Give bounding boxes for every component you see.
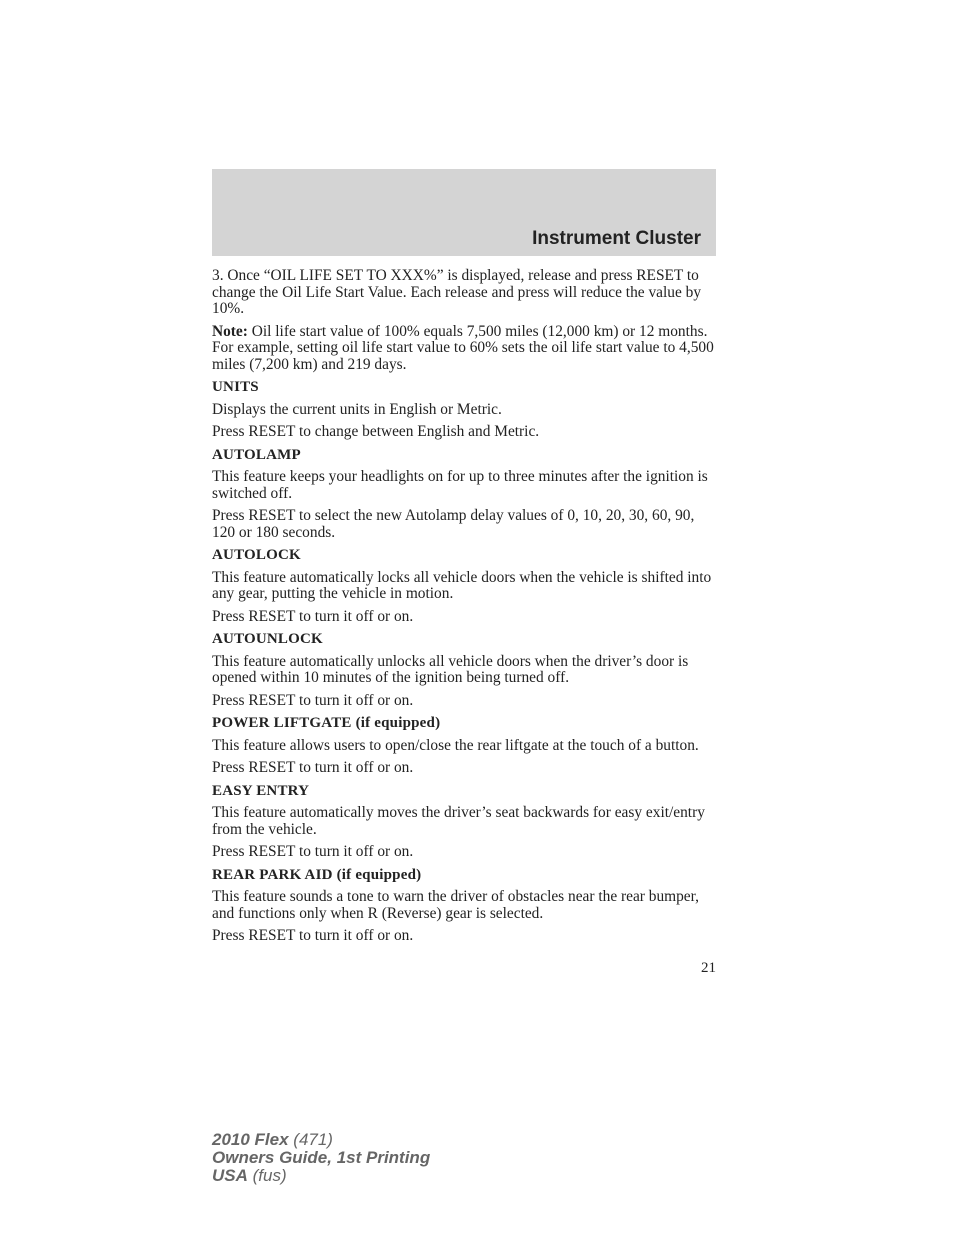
autounlock-paragraph-1: This feature automatically unlocks all vehicle doors when the driver’s door is opened within 10 minutes of the ignition being turned off. xyxy=(212,652,689,686)
rear-park-aid-paragraph-2: Press RESET to turn it off or on. xyxy=(212,927,414,944)
units-paragraph-1: Displays the current units in English or Metric. xyxy=(212,400,502,418)
heading-easy-entry: EASY ENTRY xyxy=(212,782,310,799)
footer-market: USA xyxy=(212,1166,248,1185)
autounlock-paragraph-2: Press RESET to turn it off or on. xyxy=(212,691,414,709)
autolamp-paragraph-2: Press RESET to select the new Autolamp delay values of 0, 10, 20, 30, 60, 90, 120 or 180 seconds. xyxy=(212,507,695,541)
units-paragraph-2: Press RESET to change between English and Metric. xyxy=(212,423,540,440)
page-number: 21 xyxy=(701,960,716,976)
power-liftgate-paragraph-1: This feature allows users to open/close the rear liftgate at the touch of a button. xyxy=(212,736,699,754)
document-footer xyxy=(212,1131,430,1185)
autolamp-paragraph-1: This feature keeps your headlights on for up to three minutes after the ignition is switched off. xyxy=(212,468,708,502)
section-header-band xyxy=(212,169,716,256)
power-liftgate-paragraph-2: Press RESET to turn it off or on. xyxy=(212,759,414,776)
footer-line-2: Owners Guide, 1st Printing xyxy=(212,1148,431,1167)
step-3-paragraph: 3. Once “OIL LIFE SET TO XXX%” is displayed, release and press RESET to change the Oil Life Start Value. Each release and press will reduce the value by 10%. xyxy=(212,267,702,317)
footer-line-3 xyxy=(212,1167,430,1185)
footer-line-1 xyxy=(212,1131,430,1149)
easy-entry-paragraph-2: Press RESET to turn it off or on. xyxy=(212,843,414,860)
footer-market-code: (fus) xyxy=(247,1166,287,1185)
footer-model-code: (471) xyxy=(288,1130,333,1149)
note-label: Note: xyxy=(212,322,248,340)
easy-entry-paragraph-1: This feature automatically moves the driver’s seat backwards for easy exit/entry from the vehicle. xyxy=(212,804,705,838)
footer-model: 2010 Flex xyxy=(212,1130,289,1149)
page-content xyxy=(212,268,716,951)
heading-autounlock: AUTOUNLOCK xyxy=(212,631,323,647)
autolock-paragraph-1: This feature automatically locks all vehicle doors when the vehicle is shifted into any gear, putting the vehicle in motion. xyxy=(212,568,712,602)
autolock-paragraph-2: Press RESET to turn it off or on. xyxy=(212,607,414,625)
rear-park-aid-paragraph-1: This feature sounds a tone to warn the driver of obstacles near the rear bumper, and functions only when R (Reverse) gear is selected. xyxy=(212,888,699,922)
note-paragraph xyxy=(212,324,716,374)
heading-units: UNITS xyxy=(212,379,259,395)
note-text: Oil life start value of 100% equals 7,500 miles (12,000 km) or 12 months. For example, setting oil life start value to 60% sets the oil life start value to 4,500 miles (7,200 km) and 219 days. xyxy=(212,322,714,373)
heading-autolamp: AUTOLAMP xyxy=(212,446,301,463)
heading-power-liftgate: POWER LIFTGATE (if equipped) xyxy=(212,715,441,731)
section-title: Instrument Cluster xyxy=(532,228,701,249)
heading-autolock: AUTOLOCK xyxy=(212,547,301,563)
heading-rear-park-aid: REAR PARK AID (if equipped) xyxy=(212,866,422,883)
